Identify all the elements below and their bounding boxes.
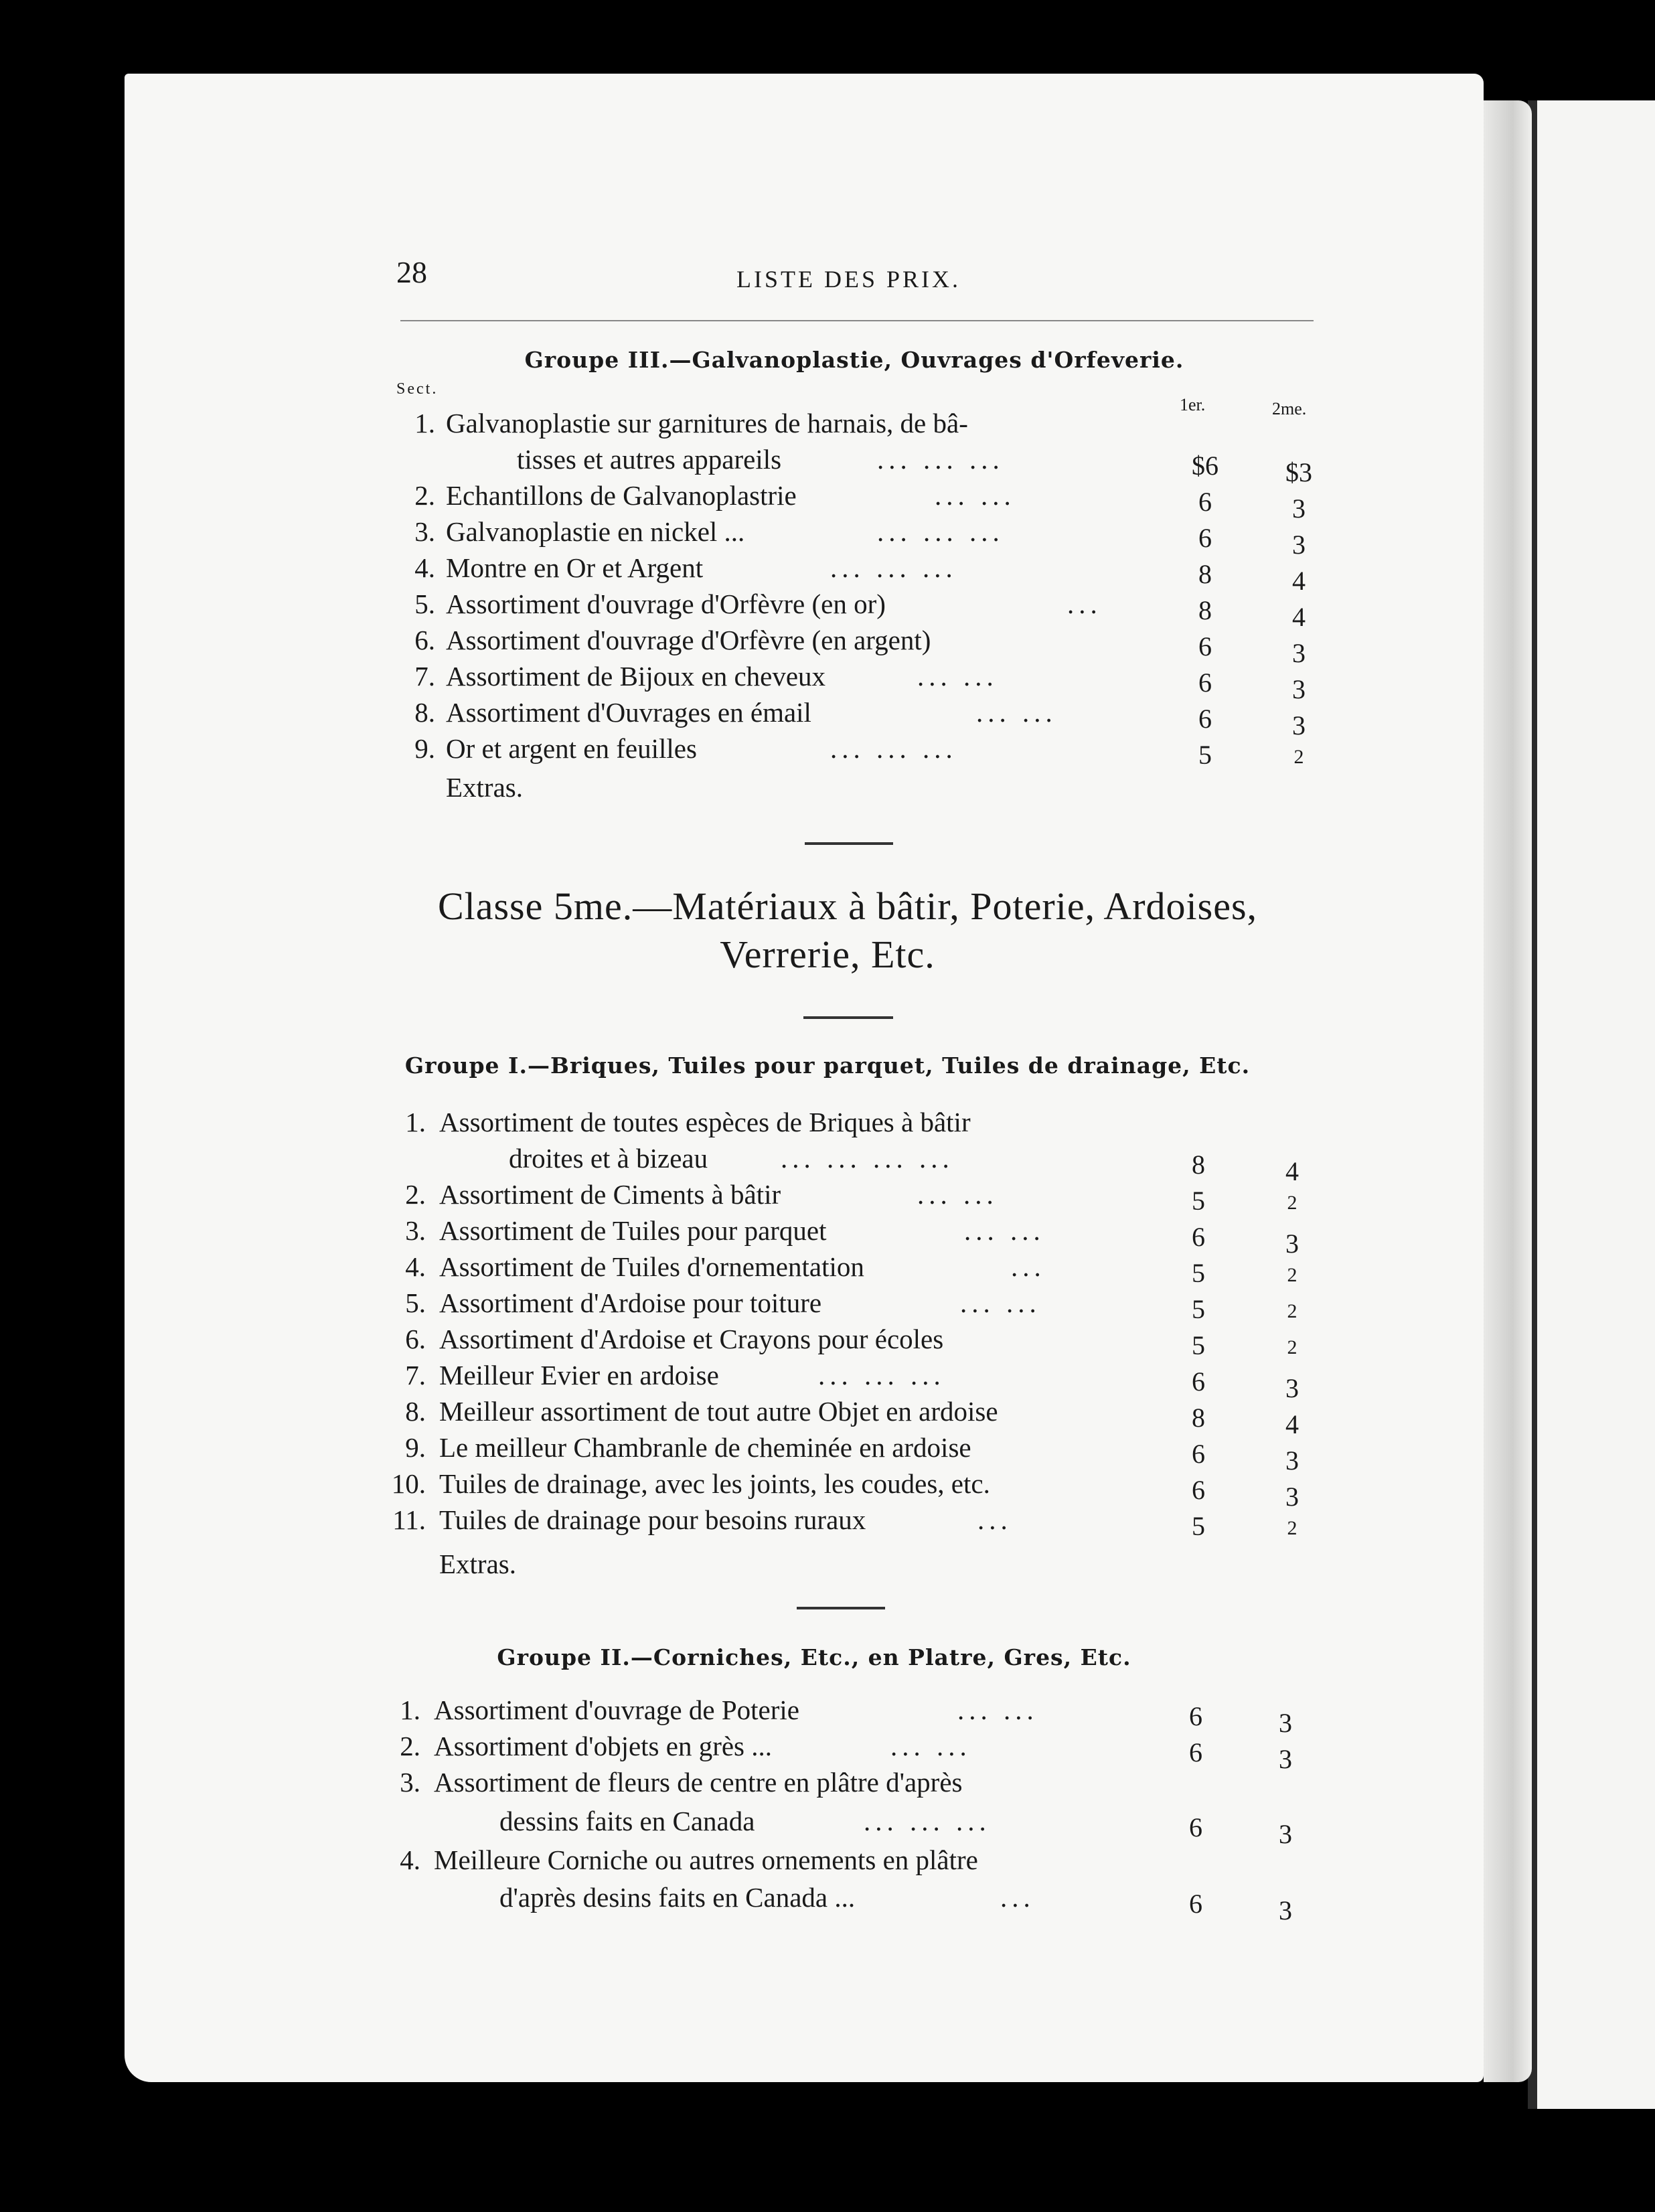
item-number: 1. bbox=[414, 408, 435, 439]
first-prize: 6 bbox=[1192, 1439, 1205, 1469]
first-prize: 5 bbox=[1192, 1258, 1205, 1288]
item-description: Meilleure Corniche ou autres ornements en plâtre bbox=[434, 1844, 978, 1875]
item-number: 10. bbox=[391, 1468, 426, 1499]
group-corniches-title: Groupe II.—Corniches, Etc., en Platre, Gres, Etc. bbox=[497, 1644, 1131, 1670]
leader-dots: ... bbox=[1011, 1251, 1046, 1282]
second-prize: 3 bbox=[1292, 674, 1306, 704]
leader-dots: ... ... ... bbox=[877, 516, 1004, 547]
class-heading-line2: Verrerie, Etc. bbox=[720, 933, 935, 976]
item-description: Galvanoplastie en nickel ... bbox=[446, 516, 745, 547]
item-number: 7. bbox=[414, 661, 435, 692]
leader-dots: ... ... bbox=[935, 480, 1016, 511]
item-description: Assortiment d'objets en grès ... bbox=[434, 1731, 773, 1761]
second-prize: 3 bbox=[1285, 1229, 1299, 1259]
leader-dots: ... ... bbox=[890, 1731, 971, 1761]
leader-dots: ... ... ... bbox=[864, 1806, 991, 1836]
item-description: d'après desins faits en Canada ... bbox=[499, 1882, 856, 1913]
page-edge bbox=[1484, 100, 1532, 2082]
item-description: Assortiment d'Ouvrages en émail bbox=[446, 697, 811, 728]
item-number: 9. bbox=[405, 1432, 426, 1463]
first-prize: 5 bbox=[1198, 740, 1212, 770]
column-sect-label: Sect. bbox=[396, 380, 439, 398]
item-number: 1. bbox=[400, 1694, 420, 1725]
item-description: Meilleur assortiment de tout autre Objet en ardoise bbox=[439, 1396, 998, 1427]
item-description: Assortiment de fleurs de centre en plâtre d'après bbox=[434, 1767, 963, 1798]
item-number: 3. bbox=[414, 516, 435, 547]
item-description: Assortiment d'Ardoise et Crayons pour écoles bbox=[439, 1324, 944, 1354]
item-number: 3. bbox=[405, 1215, 426, 1246]
item-number: 9. bbox=[414, 733, 435, 764]
item-description: Tuiles de drainage pour besoins ruraux bbox=[439, 1504, 866, 1535]
leader-dots: ... ... ... ... bbox=[781, 1143, 954, 1174]
leader-dots: ... ... ... bbox=[877, 444, 1004, 475]
item-number: 6. bbox=[405, 1324, 426, 1354]
second-prize: 2 bbox=[1287, 1264, 1297, 1286]
item-number: 8. bbox=[414, 697, 435, 728]
second-prize: 3 bbox=[1292, 493, 1306, 524]
adjacent-page bbox=[1528, 100, 1655, 2109]
second-prize: 4 bbox=[1285, 1409, 1299, 1439]
item-number: 4. bbox=[405, 1251, 426, 1282]
first-prize: 6 bbox=[1192, 1475, 1205, 1505]
first-prize: 8 bbox=[1192, 1150, 1205, 1180]
header-rule bbox=[400, 320, 1314, 321]
second-prize: 3 bbox=[1285, 1482, 1299, 1512]
item-description: droites et à bizeau bbox=[509, 1143, 708, 1174]
running-title: LISTE DES PRIX. bbox=[736, 266, 961, 293]
divider-1 bbox=[805, 842, 893, 845]
first-prize: 5 bbox=[1192, 1294, 1205, 1324]
item-description: Echantillons de Galvanoplastrie bbox=[446, 480, 797, 511]
item-description: Assortiment de Tuiles d'ornementation bbox=[439, 1251, 864, 1282]
item-description: tisses et autres appareils bbox=[517, 444, 782, 475]
leader-dots: ... bbox=[977, 1504, 1012, 1535]
leader-dots: ... ... bbox=[917, 661, 998, 692]
second-prize: 2 bbox=[1287, 1517, 1297, 1539]
first-prize: 6 bbox=[1192, 1366, 1205, 1397]
first-prize: $6 bbox=[1192, 451, 1218, 481]
leader-dots: ... bbox=[1067, 588, 1102, 619]
second-prize: 3 bbox=[1279, 1708, 1292, 1738]
leader-dots: ... ... ... bbox=[818, 1360, 945, 1391]
page-number: 28 bbox=[396, 255, 427, 289]
divider-2 bbox=[803, 1016, 893, 1019]
item-description: Assortiment d'ouvrage d'Orfèvre (en or) bbox=[446, 588, 886, 619]
second-prize: $3 bbox=[1285, 457, 1312, 487]
first-prize: 5 bbox=[1192, 1186, 1205, 1216]
item-number: 3. bbox=[400, 1767, 420, 1798]
extras-label: Extras. bbox=[446, 772, 523, 803]
first-prize: 6 bbox=[1198, 523, 1212, 553]
second-prize: 4 bbox=[1292, 566, 1306, 596]
second-prize: 2 bbox=[1293, 746, 1304, 768]
leader-dots: ... ... bbox=[957, 1694, 1038, 1725]
item-description: Assortiment de Ciments à bâtir bbox=[439, 1179, 781, 1210]
extras-label: Extras. bbox=[439, 1549, 516, 1579]
second-prize: 3 bbox=[1292, 638, 1306, 668]
item-description: Meilleur Evier en ardoise bbox=[439, 1360, 719, 1391]
first-prize: 8 bbox=[1198, 559, 1212, 589]
item-description: Assortiment d'ouvrage de Poterie bbox=[434, 1694, 799, 1725]
divider-3 bbox=[797, 1607, 885, 1609]
second-prize: 4 bbox=[1285, 1156, 1299, 1186]
item-number: 4. bbox=[400, 1844, 420, 1875]
item-description: Assortiment d'Ardoise pour toiture bbox=[439, 1287, 822, 1318]
first-prize: 6 bbox=[1189, 1889, 1202, 1919]
item-number: 2. bbox=[400, 1731, 420, 1761]
item-number: 8. bbox=[405, 1396, 426, 1427]
column-second-label: 2me. bbox=[1272, 399, 1307, 418]
second-prize: 2 bbox=[1287, 1192, 1297, 1214]
item-number: 2. bbox=[414, 480, 435, 511]
leader-dots: ... ... bbox=[960, 1287, 1041, 1318]
second-prize: 3 bbox=[1279, 1895, 1292, 1925]
first-prize: 5 bbox=[1192, 1330, 1205, 1360]
item-number: 7. bbox=[405, 1360, 426, 1391]
item-description: Assortiment d'ouvrage d'Orfèvre (en argent) bbox=[446, 625, 931, 655]
first-prize: 6 bbox=[1198, 704, 1212, 734]
first-prize: 6 bbox=[1198, 667, 1212, 698]
second-prize: 2 bbox=[1287, 1336, 1297, 1358]
item-description: Galvanoplastie sur garnitures de harnais, de bâ- bbox=[446, 408, 968, 439]
second-prize: 3 bbox=[1292, 530, 1306, 560]
first-prize: 6 bbox=[1189, 1737, 1202, 1767]
group-galvano-title: Groupe III.—Galvanoplastie, Ouvrages d'Orfeverie. bbox=[524, 347, 1184, 373]
second-prize: 3 bbox=[1279, 1744, 1292, 1774]
second-prize: 3 bbox=[1279, 1819, 1292, 1849]
first-prize: 8 bbox=[1198, 595, 1212, 625]
second-prize: 2 bbox=[1287, 1300, 1297, 1322]
first-prize: 6 bbox=[1189, 1701, 1202, 1731]
item-number: 4. bbox=[414, 552, 435, 583]
item-description: Assortiment de Bijoux en cheveux bbox=[446, 661, 826, 692]
item-description: Le meilleur Chambranle de cheminée en ardoise bbox=[439, 1432, 971, 1463]
item-number: 5. bbox=[414, 588, 435, 619]
item-number: 1. bbox=[405, 1107, 426, 1137]
item-description: dessins faits en Canada bbox=[499, 1806, 755, 1836]
item-number: 6. bbox=[414, 625, 435, 655]
item-number: 11. bbox=[392, 1504, 426, 1535]
first-prize: 6 bbox=[1189, 1812, 1202, 1842]
class-heading-line1: Classe 5me.—Matériaux à bâtir, Poterie, Ardoises, bbox=[437, 884, 1258, 928]
first-prize: 5 bbox=[1192, 1511, 1205, 1541]
item-description: Tuiles de drainage, avec les joints, les coudes, etc. bbox=[439, 1468, 990, 1499]
first-prize: 6 bbox=[1198, 631, 1212, 661]
item-number: 5. bbox=[405, 1287, 426, 1318]
leader-dots: ... ... bbox=[964, 1215, 1045, 1246]
second-prize: 4 bbox=[1292, 602, 1306, 632]
first-prize: 6 bbox=[1192, 1222, 1205, 1252]
item-description: Assortiment de Tuiles pour parquet bbox=[439, 1215, 827, 1246]
group-bricks-title: Groupe I.—Briques, Tuiles pour parquet, Tuiles de drainage, Etc. bbox=[404, 1052, 1251, 1079]
second-prize: 3 bbox=[1292, 710, 1306, 740]
item-description: Montre en Or et Argent bbox=[446, 552, 704, 583]
leader-dots: ... ... ... bbox=[830, 733, 957, 764]
item-description: Assortiment de toutes espèces de Briques à bâtir bbox=[439, 1107, 971, 1137]
leader-dots: ... bbox=[1000, 1882, 1035, 1913]
leader-dots: ... ... bbox=[976, 697, 1057, 728]
item-number: 2. bbox=[405, 1179, 426, 1210]
first-prize: 6 bbox=[1198, 487, 1212, 517]
first-prize: 8 bbox=[1192, 1403, 1205, 1433]
second-prize: 3 bbox=[1285, 1445, 1299, 1476]
column-first-label: 1er. bbox=[1180, 395, 1206, 414]
leader-dots: ... ... ... bbox=[830, 552, 957, 583]
leader-dots: ... ... bbox=[917, 1179, 998, 1210]
second-prize: 3 bbox=[1285, 1373, 1299, 1403]
item-description: Or et argent en feuilles bbox=[446, 733, 697, 764]
